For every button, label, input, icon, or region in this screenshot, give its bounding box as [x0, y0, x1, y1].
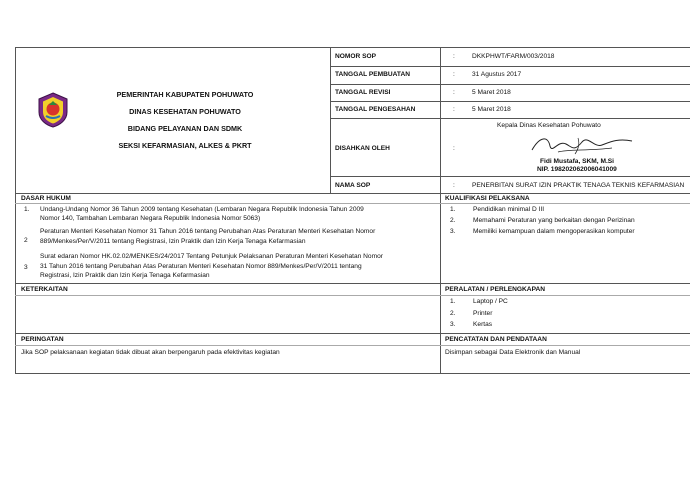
- value-nama-sop: PENERBITAN SURAT IZIN PRAKTIK TENAGA TEKNIS KEFARMASIAN: [472, 182, 685, 189]
- list-number: 3.: [450, 321, 456, 328]
- border-left: [15, 47, 16, 374]
- approver-nip: NIP. 198202062006041009: [537, 166, 617, 173]
- heading-keterkaitan: KETERKAITAN: [21, 286, 68, 293]
- legal-basis-line: Undang-Undang Nomor 36 Tahun 2009 tentang Kesehatan (Lembaran Negara Republik Indonesia Tahun 2009: [40, 206, 364, 213]
- value-nomor-sop: DKKPHWT/FARM/003/2018: [472, 53, 555, 60]
- row-line: [330, 176, 690, 177]
- handwritten-signature-icon: [528, 132, 638, 158]
- qualification-item: Pendidikan minimal D III: [473, 206, 545, 213]
- equipment-item: Kertas: [473, 321, 493, 328]
- value-tanggal-pembuatan: 31 Agustus 2017: [472, 71, 522, 78]
- recording-text: Disimpan sebagai Data Elektronik dan Manual: [445, 349, 581, 356]
- department-name: DINAS KESEHATAN POHUWATO: [129, 107, 241, 116]
- sep: :: [453, 106, 455, 113]
- heading-peringatan: PERINGATAN: [21, 336, 64, 343]
- legal-basis-line: 889/Menkes/Per/V/2011 tentang Registrasi, Izin Praktik dan Izin Kerja Tenaga Kefarmasian: [40, 238, 306, 245]
- division-name: BIDANG PELAYANAN DAN SDMK: [127, 124, 243, 133]
- row-line: [15, 283, 690, 284]
- sep: :: [453, 53, 455, 60]
- divider-middle: [440, 47, 441, 373]
- label-nomor-sop: NOMOR SOP: [335, 53, 377, 60]
- approver-name: Fidi Mustafa, SKM, M.Si: [540, 158, 614, 165]
- legal-basis-line: Registrasi, Izin Praktik dan Izin Kerja Tenaga Kefarmasian: [40, 272, 210, 279]
- row-line: [330, 66, 690, 67]
- label-tanggal-pembuatan: TANGGAL PEMBUATAN: [335, 71, 410, 78]
- list-number: 3.: [450, 228, 456, 235]
- value-tanggal-revisi: 5 Maret 2018: [472, 89, 511, 96]
- list-number: 1.: [450, 206, 456, 213]
- legal-basis-line: Surat edaran Nomor HK.02.02/MENKES/24/2017 Tentang Petunjuk Pelaksanan Peraturan Menteri Kesehatan Nomor: [40, 253, 383, 260]
- heading-peralatan: PERALATAN / PERLENGKAPAN: [445, 286, 546, 293]
- list-number: 2.: [450, 310, 456, 317]
- row-line: [15, 333, 690, 334]
- row-line: [330, 101, 690, 102]
- divider-header-left: [330, 47, 331, 193]
- border-bottom: [15, 373, 690, 374]
- legal-basis-line: 31 Tahun 2016 tentang Perubahan Atas Peraturan Menteri Kesehatan Nomor 889/Menkes/Per/V/2011 tentang: [40, 263, 362, 270]
- qualification-item: Memiliki kemampuan dalam mengoperasikan komputer: [473, 228, 635, 235]
- sep: :: [453, 182, 455, 189]
- equipment-item: Printer: [473, 310, 493, 317]
- sep: :: [453, 71, 455, 78]
- value-tanggal-pengesahan: 5 Maret 2018: [472, 106, 511, 113]
- legal-basis-line: Peraturan Menteri Kesehatan Nomor 31 Tahun 2016 tentang Perubahan Atas Peraturan Menteri Kesehatan Nomor: [40, 228, 376, 235]
- list-number: 2: [24, 237, 28, 244]
- sep: :: [453, 145, 455, 152]
- heading-pencatatan: PENCATATAN DAN PENDATAAN: [445, 336, 547, 343]
- row-line: [15, 345, 690, 346]
- org-name: PEMERINTAH KABUPATEN POHUWATO: [116, 90, 254, 99]
- warning-text: Jika SOP pelaksanaan kegiatan tidak dibuat akan berpengaruh pada efektivitas kegiatan: [21, 349, 280, 356]
- label-tanggal-revisi: TANGGAL REVISI: [335, 89, 391, 96]
- list-number: 2.: [450, 217, 456, 224]
- label-nama-sop: NAMA SOP: [335, 182, 371, 189]
- qualification-item: Memahami Peraturan yang berkaitan dengan Perizinan: [473, 217, 635, 224]
- section-name: SEKSI KEFARMASIAN, ALKES & PKRT: [118, 141, 252, 150]
- row-line: [15, 203, 690, 204]
- row-line: [330, 118, 690, 119]
- legal-basis-line: Nomor 140, Tambahan Lembaran Negara Republik Indonesia Nomor 5063): [40, 215, 261, 222]
- list-number: 1.: [450, 298, 456, 305]
- list-number: 3: [24, 264, 28, 271]
- heading-dasar-hukum: DASAR HUKUM: [21, 195, 71, 202]
- list-number: 1.: [24, 206, 30, 213]
- label-disahkan-oleh: DISAHKAN OLEH: [335, 145, 390, 152]
- row-line: [15, 193, 690, 194]
- border-top: [15, 47, 690, 48]
- heading-kualifikasi-pelaksana: KUALIFIKASI PELAKSANA: [445, 195, 530, 202]
- row-line: [330, 84, 690, 85]
- sep: :: [453, 89, 455, 96]
- approver-title: Kepala Dinas Kesehatan Pohuwato: [497, 122, 601, 129]
- label-tanggal-pengesahan: TANGGAL PENGESAHAN: [335, 106, 416, 113]
- equipment-item: Laptop / PC: [473, 298, 508, 305]
- row-line: [15, 295, 690, 296]
